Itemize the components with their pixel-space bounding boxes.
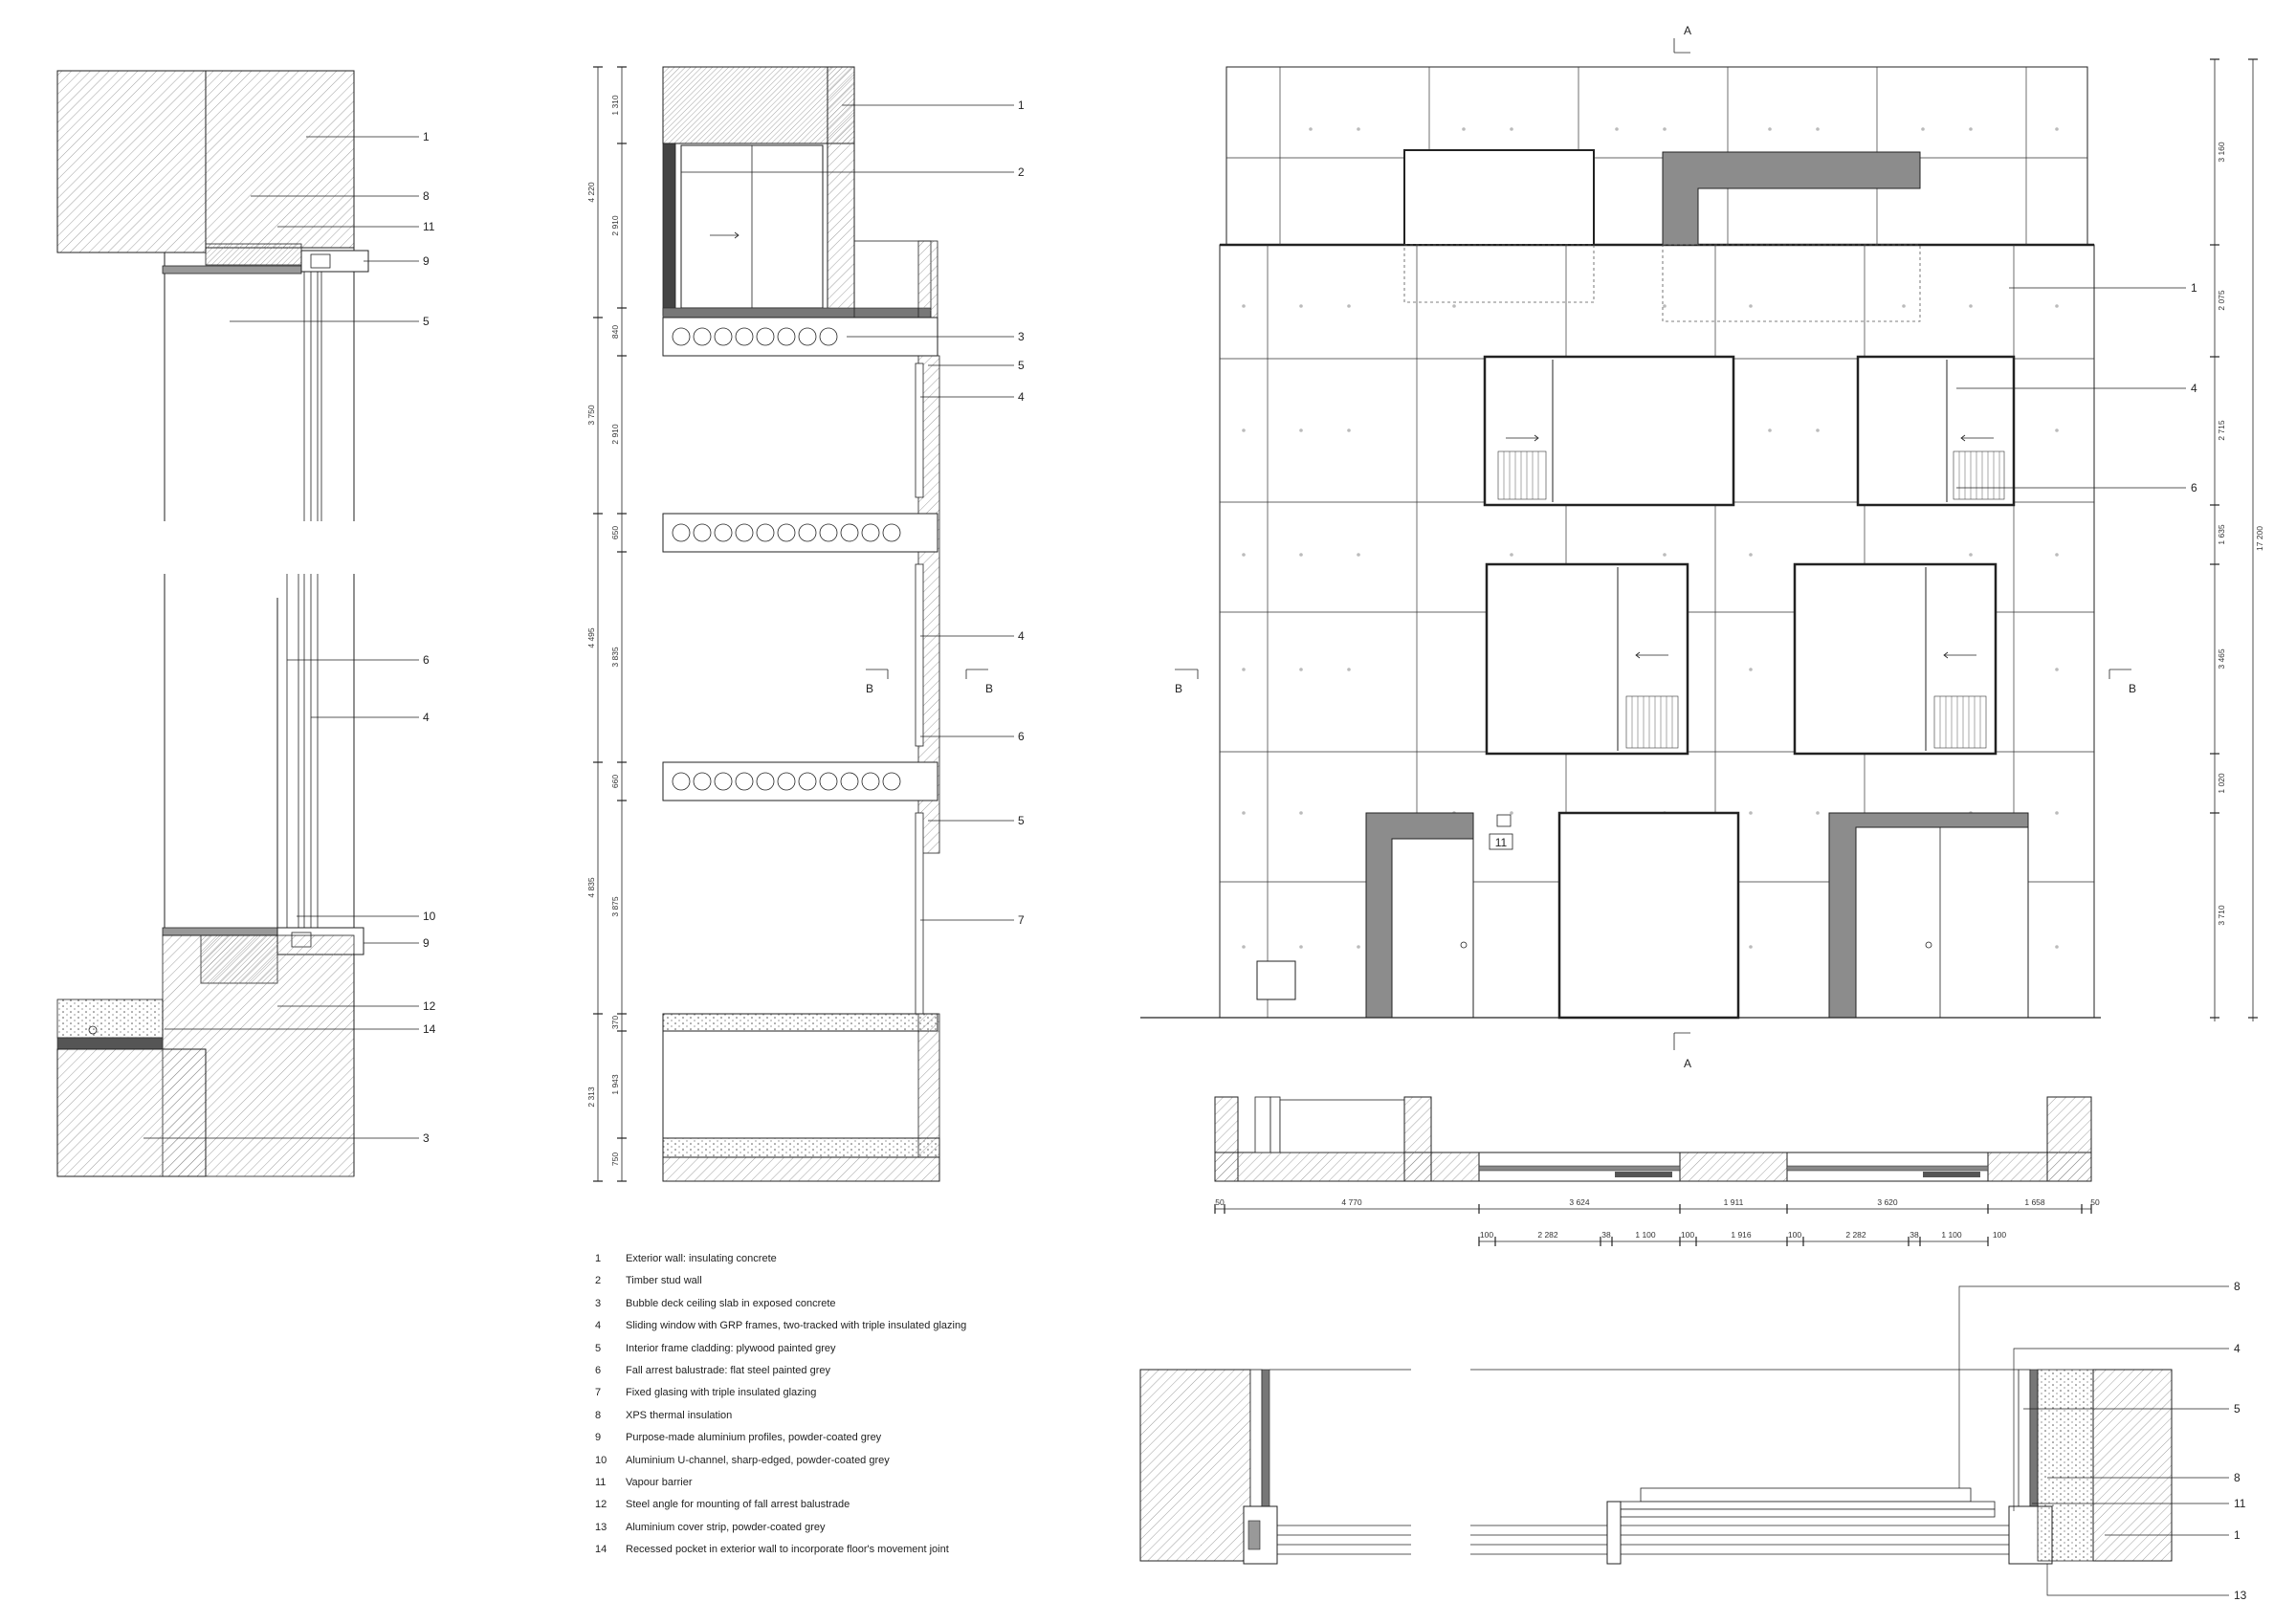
- legend-number: 10: [595, 1454, 607, 1466]
- legend-item: [595, 1477, 1093, 1499]
- callout-label: 3: [423, 1131, 430, 1145]
- dim-label: 2 075: [2217, 290, 2226, 311]
- dim-label: 100: [1680, 1230, 1695, 1240]
- callout-label: 8: [2234, 1280, 2241, 1293]
- dim-label: 750: [610, 1152, 620, 1167]
- legend-text: XPS thermal insulation: [626, 1409, 733, 1421]
- top-window-left: [1404, 150, 1594, 245]
- section-callout-labels: [1018, 99, 1025, 927]
- callout-label: 1: [1018, 99, 1025, 112]
- callout-label: 12: [423, 999, 436, 1013]
- elevation-dimension-labels: [2217, 142, 2264, 926]
- legend-text: Aluminium cover strip, powder-coated grey: [626, 1521, 826, 1533]
- entrance-door-right: [1856, 827, 2028, 1018]
- legend-text: Interior frame cladding: plywood painted grey: [626, 1342, 836, 1354]
- dim-label: 650: [610, 525, 620, 540]
- section-mark-b-left: B: [1175, 682, 1183, 695]
- section-mark-a-top: A: [1684, 24, 1692, 37]
- window-1f-left: [1487, 564, 1688, 754]
- dim-label: 2 715: [2217, 420, 2226, 441]
- legend-number: 1: [595, 1253, 602, 1264]
- section-mark-b-right: B: [2129, 682, 2137, 695]
- dim-label: 100: [1479, 1230, 1494, 1240]
- dim-label: 3 835: [610, 647, 620, 668]
- legend-item: [595, 1387, 1093, 1409]
- legend-item: [595, 1544, 1093, 1566]
- dim-label: 1 020: [2217, 773, 2226, 794]
- legend-text: Fixed glasing with triple insulated glazing: [626, 1387, 817, 1399]
- legend-item: [595, 1320, 1093, 1342]
- dim-label: 38: [1910, 1230, 1919, 1240]
- legend-item: [595, 1522, 1093, 1544]
- dim-label: 660: [610, 774, 620, 789]
- door-tag: 11: [1494, 836, 1508, 849]
- dim-label: 3 710: [2217, 905, 2226, 926]
- legend-text: Vapour barrier: [626, 1476, 693, 1488]
- callout-label: 4: [423, 711, 430, 724]
- dim-label: 2 313: [586, 1086, 596, 1108]
- legend-item: [595, 1410, 1093, 1432]
- legend-number: 4: [595, 1320, 602, 1332]
- dim-label: 1 635: [2217, 524, 2226, 545]
- legend-number: 13: [595, 1521, 607, 1533]
- legend-text: Steel angle for mounting of fall arrest balustrade: [626, 1499, 850, 1511]
- callout-label: 6: [2191, 481, 2197, 494]
- plan-detail: [1140, 1370, 2172, 1564]
- dim-label: 2 282: [1537, 1230, 1558, 1240]
- callout-label: 6: [1018, 730, 1025, 743]
- callout-label: 5: [1018, 359, 1025, 372]
- window-1f-right: [1795, 564, 1996, 754]
- dim-label: 1 911: [1723, 1197, 1744, 1207]
- legend-number: 2: [595, 1275, 602, 1287]
- dim-label: 3 620: [1877, 1197, 1898, 1207]
- dim-label: 3 875: [610, 896, 620, 917]
- callout-label: 5: [423, 315, 430, 328]
- wall-detail-section: [57, 71, 368, 1176]
- callout-label: 7: [1018, 913, 1025, 927]
- callout-label: 14: [423, 1022, 436, 1036]
- dim-label: 2 910: [610, 424, 620, 445]
- concrete-upper-block: [57, 71, 206, 252]
- callout-label: 5: [2234, 1402, 2241, 1416]
- legend-number: 6: [595, 1364, 602, 1376]
- legend-text: Purpose-made aluminium profiles, powder-coated grey: [626, 1432, 882, 1444]
- legend-number: 8: [595, 1409, 602, 1421]
- legend-number: 11: [595, 1476, 607, 1488]
- plan-detail-callout-labels: [2234, 1280, 2247, 1602]
- top-floor-facade: [1226, 67, 2087, 245]
- section-dimension-labels-outer: [586, 182, 596, 1108]
- building-section: [663, 67, 939, 1181]
- dim-label: 370: [610, 1015, 620, 1030]
- dim-label: 1 916: [1731, 1230, 1752, 1240]
- plan-section: [1215, 1097, 2091, 1181]
- dim-label: 1 943: [610, 1074, 620, 1095]
- callout-label: 4: [2234, 1342, 2241, 1355]
- dim-label: 840: [610, 324, 620, 340]
- legend-text: Fall arrest balustrade: flat steel painted grey: [626, 1364, 831, 1376]
- dim-label: 50: [1215, 1197, 1225, 1207]
- callout-label: 13: [2234, 1589, 2247, 1602]
- dim-label: 50: [2090, 1197, 2100, 1207]
- floor-slab: [57, 1049, 206, 1176]
- dim-label: 100: [1787, 1230, 1802, 1240]
- window-2f-left: [1485, 357, 1733, 505]
- dim-label: 1 658: [2024, 1197, 2045, 1207]
- callout-label: 4: [2191, 382, 2197, 395]
- dim-label: 4 495: [586, 627, 596, 648]
- legend-text: Timber stud wall: [626, 1275, 702, 1287]
- dim-label: 1 100: [1941, 1230, 1962, 1240]
- dim-label: 1 100: [1635, 1230, 1656, 1240]
- legend-number: 14: [595, 1544, 607, 1556]
- callout-label: 4: [1018, 629, 1025, 643]
- callout-label: 10: [423, 910, 436, 923]
- plan-dimension-labels: [1215, 1197, 2100, 1240]
- dim-label: 3 160: [2217, 142, 2226, 163]
- legend-item: [595, 1365, 1093, 1387]
- callout-label: 3: [1018, 330, 1025, 343]
- callout-label: 8: [423, 189, 430, 203]
- callout-label: 2: [1018, 165, 1025, 179]
- legend-text: Sliding window with GRP frames, two-tracked with triple insulated glazing: [626, 1320, 967, 1332]
- legend-number: 9: [595, 1432, 602, 1444]
- dim-label: 2 282: [1845, 1230, 1866, 1240]
- legend-item: [595, 1432, 1093, 1454]
- legend-item: [595, 1253, 1093, 1275]
- elevation-callout-labels: [2191, 281, 2197, 494]
- materials-legend: [595, 1253, 1093, 1566]
- callout-label: 8: [2234, 1471, 2241, 1484]
- dim-label: 4 220: [586, 182, 596, 203]
- legend-number: 3: [595, 1297, 602, 1309]
- roof-build-up: [663, 67, 854, 143]
- legend-item: [595, 1499, 1093, 1521]
- callout-label: 1: [423, 130, 430, 143]
- detail-callout-labels: [423, 130, 436, 1145]
- entrance-door-left: [1392, 839, 1473, 1018]
- legend-number: 7: [595, 1387, 602, 1399]
- dim-label: 4 835: [586, 877, 596, 898]
- callout-label: 9: [423, 254, 430, 268]
- callout-label: 9: [423, 936, 430, 950]
- callout-label: 1: [2234, 1528, 2241, 1542]
- dim-label: 38: [1601, 1230, 1611, 1240]
- callout-label: 11: [2234, 1497, 2246, 1510]
- floor-screed: [57, 999, 163, 1038]
- window-2f-right: [1858, 357, 2014, 505]
- dim-label-total: 17 200: [2255, 526, 2264, 551]
- legend-text: Exterior wall: insulating concrete: [626, 1253, 777, 1264]
- letterbox-panel: [1257, 961, 1295, 999]
- callout-label: 4: [1018, 390, 1025, 404]
- section-marker-left: B: [866, 682, 874, 695]
- callout-label: 6: [423, 653, 430, 667]
- section-dimension-labels-inner: [610, 95, 620, 1166]
- legend-text: Bubble deck ceiling slab in exposed concrete: [626, 1297, 836, 1309]
- callout-label: 11: [423, 220, 435, 233]
- legend-item: [595, 1343, 1093, 1365]
- dim-label: 3 624: [1569, 1197, 1590, 1207]
- vapour-barrier-marker: [1497, 815, 1511, 826]
- legend-item: [595, 1298, 1093, 1320]
- dim-label: 100: [1992, 1230, 2007, 1240]
- section-marker-right: B: [985, 682, 994, 695]
- legend-number: 5: [595, 1342, 602, 1354]
- dim-label: 1 310: [610, 95, 620, 116]
- dim-label: 3 750: [586, 405, 596, 426]
- ground-floor-window: [1559, 813, 1738, 1018]
- facade-elevation: [1140, 67, 2101, 1018]
- legend-text: Recessed pocket in exterior wall to incorporate floor's movement joint: [626, 1544, 949, 1556]
- dim-label: 2 910: [610, 215, 620, 236]
- callout-label: 1: [2191, 281, 2197, 295]
- dim-label: 3 465: [2217, 648, 2226, 669]
- legend-text: Aluminium U-channel, sharp-edged, powder-coated grey: [626, 1454, 890, 1466]
- plan-dimension-lines: [1215, 1204, 2091, 1246]
- dim-label: 4 770: [1341, 1197, 1362, 1207]
- legend-number: 12: [595, 1499, 607, 1511]
- legend-item: [595, 1275, 1093, 1297]
- section-mark-a-bottom: A: [1684, 1057, 1692, 1070]
- callout-label: 5: [1018, 814, 1025, 827]
- exterior-wall-upper: [206, 71, 354, 248]
- legend-item: [595, 1455, 1093, 1477]
